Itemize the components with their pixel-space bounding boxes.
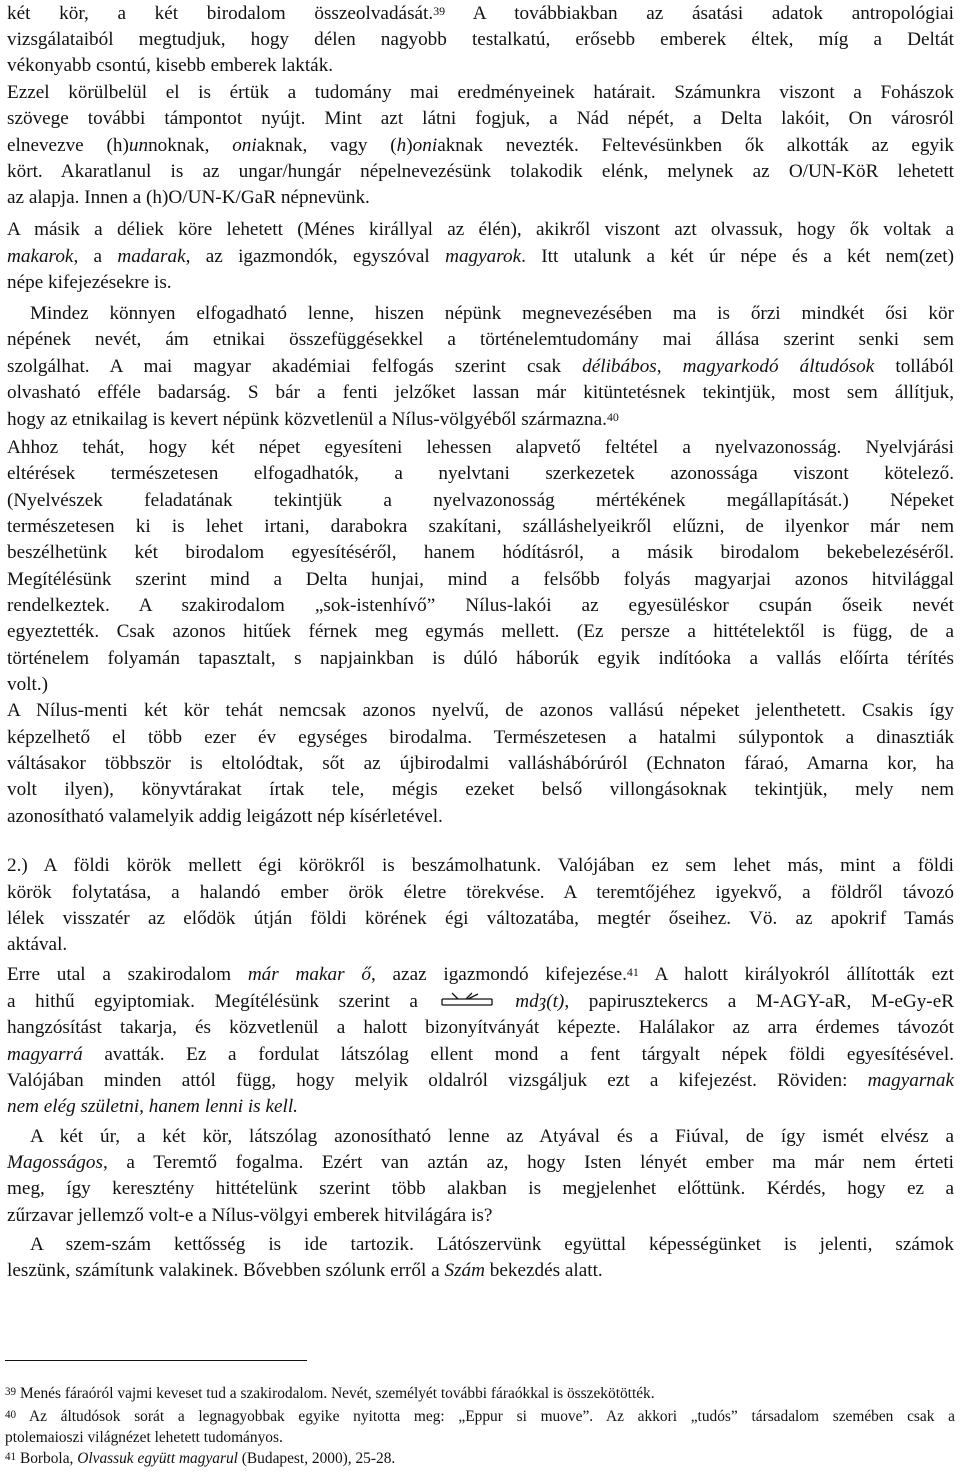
text-line: (Nyelvészek feladatának tekintjük a nyelvazonosság mértékének megállapítását.) Népeket bbox=[7, 490, 954, 511]
text-line: hogy az etnikailag is kevert népünk közvetlenül a Nílus-völgyéből származna.$^{40}$ bbox=[7, 409, 619, 430]
text-line: Erre utal a szakirodalom már makar ő, azaz igazmondó kifejezése.$^{41}$ A halott királyokról állították ezt bbox=[7, 964, 955, 985]
text-line: történelem folyamán tapasztalt, s napjainkban is dúló háborúk egyik indítóoka a vallás előírta térítés bbox=[7, 648, 954, 669]
text-line: azonosítható valamelyik addig leigázott nép kísérletével. bbox=[7, 806, 443, 827]
text-line: Magosságos, a Teremtő fogalma. Ezért van aztán az, hogy Isten lényét ember ma már nem érteti bbox=[7, 1152, 954, 1173]
text-line: 2.) A földi körök mellett égi körökről is beszámolhatunk. Valójában ez sem lehet más, mint a földi bbox=[7, 855, 954, 876]
text-line: olvasható efféle badarság. S bár a fenti jelzőket lassan már kitüntetésnek tekintjük, most sem állítjuk, bbox=[7, 382, 954, 403]
text-line: az alapja. Innen a (h)O/UN-K/GaR népnevünk. bbox=[7, 187, 370, 208]
footnote-39: $^{39}$ Menés fáraóról vajmi keveset tud a szakirodalom. Nevét, személyét további fáraókkal is összekötötték. bbox=[5, 1385, 655, 1402]
text-line: beszélhetünk két birodalom egyesítéséről, hanem hódításról, a másik birodalom bekebelezéséről. bbox=[7, 542, 954, 563]
text-line: Megítélésünk szerint mind a Delta hunjai, mind a felsőbb folyás magyarjai azonos hitvilággal bbox=[7, 569, 954, 590]
text-line: Ahhoz tehát, hogy két népet egyesíteni lehessen alapvető feltétel a nyelvazonosság. Nyelvjárási bbox=[7, 437, 954, 458]
text-line: A másik a déliek köre lehetett (Ménes királlyal az élén), akikről viszont azt olvassuk, hogy ők voltak a bbox=[7, 219, 954, 240]
text-line: Ezzel körülbelül el is értük a tudomány mai eredményeinek határait. Számunkra viszont a Fohászok bbox=[7, 82, 954, 103]
text-line: lélek visszatér az elődök útján földi körének égi változatába, megtér őseihez. Vö. az apokrif Tamás bbox=[7, 908, 954, 929]
text-line: a hithű egyiptomiak. Megítélésünk szerint a mdȝ(t), papirusztekercs a M-AGY-aR, M-eGy-eR bbox=[7, 991, 955, 1012]
text-line: hangzósítást takarja, és közvetlenül a halott bizonyítványát képezte. Halálakor az arra érdemes távozót bbox=[7, 1017, 954, 1038]
text-line: elnevezve (h)unnoknak, oniaknak, vagy (h)oniaknak nevezték. Feltevésünkben ők alkották az egyik bbox=[7, 135, 954, 156]
text-line: szolgálhat. A mai magyar akadémiai felfogás szerint csak délibábos, magyarkodó áltudósok tollából bbox=[7, 356, 954, 377]
text-line: képzelhető el több ezer év egységes birodalma. Természetesen a hatalmi súlypontok a dinasztiák bbox=[7, 727, 954, 748]
text-line: meg, így keresztény hittételünk szerint több alakban is megjelenhet előttünk. Kérdés, hogy ez a bbox=[7, 1178, 954, 1199]
text-line: nem elég születni, hanem lenni is kell. bbox=[7, 1096, 298, 1117]
text-line: vékonyabb csontú, kisebb emberek lakták. bbox=[7, 55, 334, 76]
footnote-separator bbox=[5, 1360, 307, 1361]
footnote-ref-41[interactable]: 41 bbox=[626, 965, 639, 980]
text-line: A Nílus-menti két kör tehát nemcsak azonos nyelvű, de azonos vallású népeket jelenthetett. Csakis így bbox=[7, 700, 954, 721]
papyrus-scroll-hieroglyph-icon bbox=[438, 990, 496, 1008]
text-line: vizsgálataiból megtudjuk, hogy délen nagyobb testalkatú, erősebb emberek éltek, míg a Deltát bbox=[7, 29, 954, 50]
text-line: Valójában minden attól függ, hogy melyik oldalról vizsgáljuk ezt a kifejezést. Röviden: magyarnak bbox=[7, 1070, 954, 1091]
text-line: rendelkeztek. A szakirodalom „sok-istenhívő” Nílus-lakói az egyesüléskor csupán őseik nevét bbox=[7, 595, 954, 616]
text-line: makarok, a madarak, az igazmondók, egyszóval magyarok. Itt utalunk a két úr népe és a két nem(zet) bbox=[7, 246, 954, 267]
text-line: A szem-szám kettősség is ide tartozik. Látószervünk együttal képességünket is jelenti, számok bbox=[30, 1234, 954, 1255]
text-line: természetesen ki is lehet irtani, darabokra szakítani, szálláshelyeikről elűzni, de ilyenkor már nem bbox=[7, 516, 954, 537]
text-line: két kör, a két birodalom összeolvadását.$^{39}$ A továbbiakban az ásatási adatok antropológiai bbox=[7, 3, 954, 24]
footnote-40: $^{40}$ Az áltudósok sorát a legnagyobbak egyike nyitotta meg: „Eppur si muove”. Az akkori „tudós” társadalom szemében csak a bbox=[5, 1408, 955, 1425]
text-line: volt.) bbox=[7, 674, 49, 695]
text-line: eltérések természetesen elfogadhatók, a nyelvtani szerkezetek azonossága viszont kötelező. bbox=[7, 463, 954, 484]
text-line: leszünk, számítunk valakinek. Bővebben szólunk erről a Szám bekezdés alatt. bbox=[7, 1260, 603, 1281]
text-line: Mindez könnyen elfogadható lenne, hiszen népünk megnevezésében ma is őrzi mindkét ősi kör bbox=[30, 303, 954, 324]
footnote-41: $^{41}$ Borbola, Olvassuk együtt magyarul (Budapest, 2000), 25-28. bbox=[5, 1450, 396, 1467]
text-line: aktával. bbox=[7, 934, 68, 955]
footnote-ref-40[interactable]: 40 bbox=[606, 410, 619, 425]
text-line: körök folytatása, a halandó ember örök életre törekvése. A teremtőjéhez igyekvő, a földről távozó bbox=[7, 882, 954, 903]
text-line: váltásakor többször is eltolódtak, sőt az újbirodalmi valláshábórúról (Echnaton fáraó, Amarna kor, ha bbox=[7, 753, 954, 774]
text-line: népe kifejezésekre is. bbox=[7, 272, 172, 293]
text-line: volt ilyen), könyvtárakat írtak tele, mégis ezeket belső villongásoknak tekintjük, mely nem bbox=[7, 779, 954, 800]
footnote-40-continuation: ptolemaioszi világnézet lehetett tudományos. bbox=[5, 1429, 283, 1446]
text-line: szövege további támpontot nyújt. Mint azt látni fogjuk, a Nád népét, a Delta lakóit, On városról bbox=[7, 108, 954, 129]
text-line: kört. Akaratlanul is az ungar/hungár népelnevezésünk tolakodik elénk, melynek az O/UN-KöR lehetett bbox=[7, 161, 954, 182]
text-line: népének nevét, ám etnikai összefüggésekkel a történelemtudomány mai állása szerint senki sem bbox=[7, 329, 954, 350]
text-line: egyeztették. Csak azonos hitűek férnek meg egymás mellett. (Ez persze a hittételektől is függ, de a bbox=[7, 621, 954, 642]
text-line: zűrzavar jellemző volt-e a Nílus-völgyi emberek hitvilágára is? bbox=[7, 1205, 493, 1226]
text-line: magyarrá avatták. Ez a fordulat látszólag ellent mond a fent tárgyalt népek földi egyesítésével. bbox=[7, 1044, 954, 1065]
footnote-ref-39[interactable]: 39 bbox=[433, 4, 446, 19]
text-line: A két úr, a két kör, látszólag azonosítható lenne az Atyával és a Fiúval, de így ismét elvész a bbox=[30, 1126, 954, 1147]
